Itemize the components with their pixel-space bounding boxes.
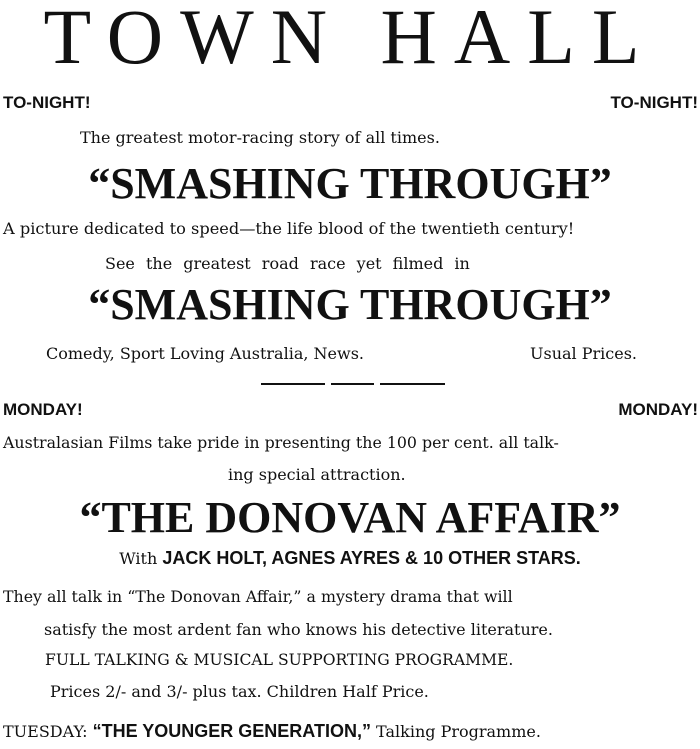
tuesday-suffix: Talking Programme.	[370, 722, 541, 741]
tuesday-label: TUESDAY:	[3, 722, 93, 741]
monday-feature-title: “THE DONOVAN AFFAIR”	[79, 493, 621, 542]
cast-names: JACK HOLT, AGNES AYRES & 10 OTHER STARS.	[162, 548, 581, 568]
monday-right-label: MONDAY!	[618, 400, 698, 419]
tonight-right-label: TO-NIGHT!	[610, 93, 698, 112]
tonight-prices: Usual Prices.	[530, 344, 637, 363]
monday-synopsis-line1: They all talk in “The Donovan Affair,” a mystery drama that will	[3, 587, 513, 606]
tuesday-feature-title: “THE YOUNGER GENERATION,”	[92, 721, 371, 741]
monday-cast-line	[0, 548, 700, 569]
tonight-feature-title: “SMASHING THROUGH”	[88, 159, 612, 208]
divider-rule-center	[331, 383, 374, 385]
monday-program: FULL TALKING & MUSICAL SUPPORTING PROGRAMME.	[45, 651, 514, 669]
tonight-description: A picture dedicated to speed—the life blood of the twentieth century!	[3, 219, 575, 238]
cast-prefix: With	[119, 549, 163, 568]
tonight-tagline: The greatest motor-racing story of all times.	[80, 128, 440, 147]
monday-prices: Prices 2/- and 3/- plus tax. Children Half Price.	[50, 682, 429, 701]
divider-rule-right	[380, 383, 445, 385]
monday-intro-line1: Australasian Films take pride in presenting the 100 per cent. all talk-	[3, 433, 559, 452]
venue-title: TOWN HALL	[43, 0, 657, 80]
divider-rule-left	[261, 383, 325, 385]
monday-left-label: MONDAY!	[3, 400, 83, 419]
tonight-support-program: Comedy, Sport Loving Australia, News.	[46, 344, 364, 363]
tuesday-line	[3, 721, 541, 742]
monday-intro-line2: ing special attraction.	[228, 465, 406, 484]
tonight-left-label: TO-NIGHT!	[3, 93, 91, 112]
monday-synopsis-line2: satisfy the most ardent fan who knows his detective literature.	[44, 620, 553, 639]
tonight-feature-title-repeat: “SMASHING THROUGH”	[88, 280, 612, 329]
tonight-see-line: See the greatest road race yet filmed in	[105, 254, 470, 273]
